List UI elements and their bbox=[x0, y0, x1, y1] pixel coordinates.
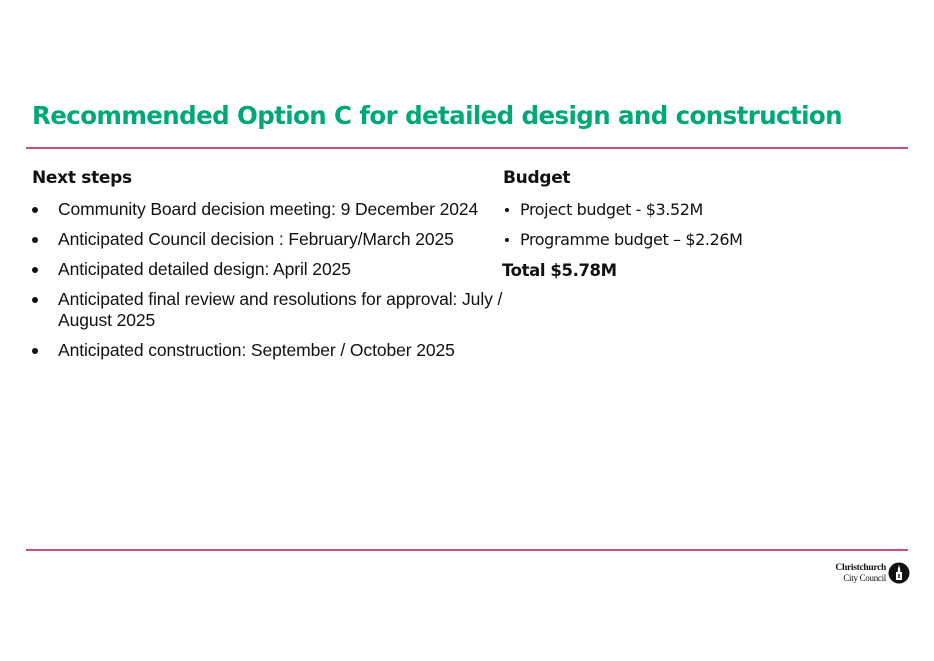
bullet-icon bbox=[32, 297, 38, 303]
cathedral-logo-icon bbox=[888, 562, 910, 584]
bottom-divider bbox=[26, 549, 908, 551]
list-item bbox=[502, 229, 882, 250]
bullet-icon bbox=[32, 348, 38, 354]
council-logo bbox=[828, 562, 910, 584]
bullet-icon bbox=[505, 238, 509, 242]
list-item-text: Anticipated detailed design: April 2025 bbox=[58, 259, 351, 279]
list-item bbox=[30, 199, 505, 220]
logo-line-2: City Council bbox=[843, 573, 886, 583]
next-steps-list bbox=[30, 199, 505, 370]
bullet-icon bbox=[505, 208, 509, 212]
list-item bbox=[30, 289, 505, 331]
logo-line-1: Christchurch bbox=[835, 563, 886, 573]
budget-heading: Budget bbox=[503, 168, 571, 188]
list-item bbox=[30, 340, 505, 361]
next-steps-heading: Next steps bbox=[32, 168, 132, 188]
list-item bbox=[30, 229, 505, 250]
list-item-text: Anticipated construction: September / October 2025 bbox=[58, 340, 455, 360]
list-item-text: Anticipated Council decision : February/March 2025 bbox=[58, 229, 454, 249]
bullet-icon bbox=[32, 267, 38, 273]
budget-list bbox=[502, 199, 882, 259]
list-item-text: Project budget - $3.52M bbox=[520, 200, 703, 219]
list-item bbox=[502, 199, 882, 220]
logo-wordmark bbox=[835, 563, 886, 583]
bullet-icon bbox=[32, 207, 38, 213]
list-item-text: Community Board decision meeting: 9 December 2024 bbox=[58, 199, 479, 219]
budget-total: Total $5.78M bbox=[502, 261, 617, 280]
slide-title: Recommended Option C for detailed design and construction bbox=[32, 101, 842, 130]
list-item-text: Anticipated final review and resolutions for approval: July / August 2025 bbox=[58, 289, 503, 330]
list-item bbox=[30, 259, 505, 280]
top-divider bbox=[26, 147, 908, 149]
bullet-icon bbox=[32, 237, 38, 243]
list-item-text: Programme budget – $2.26M bbox=[520, 230, 743, 249]
